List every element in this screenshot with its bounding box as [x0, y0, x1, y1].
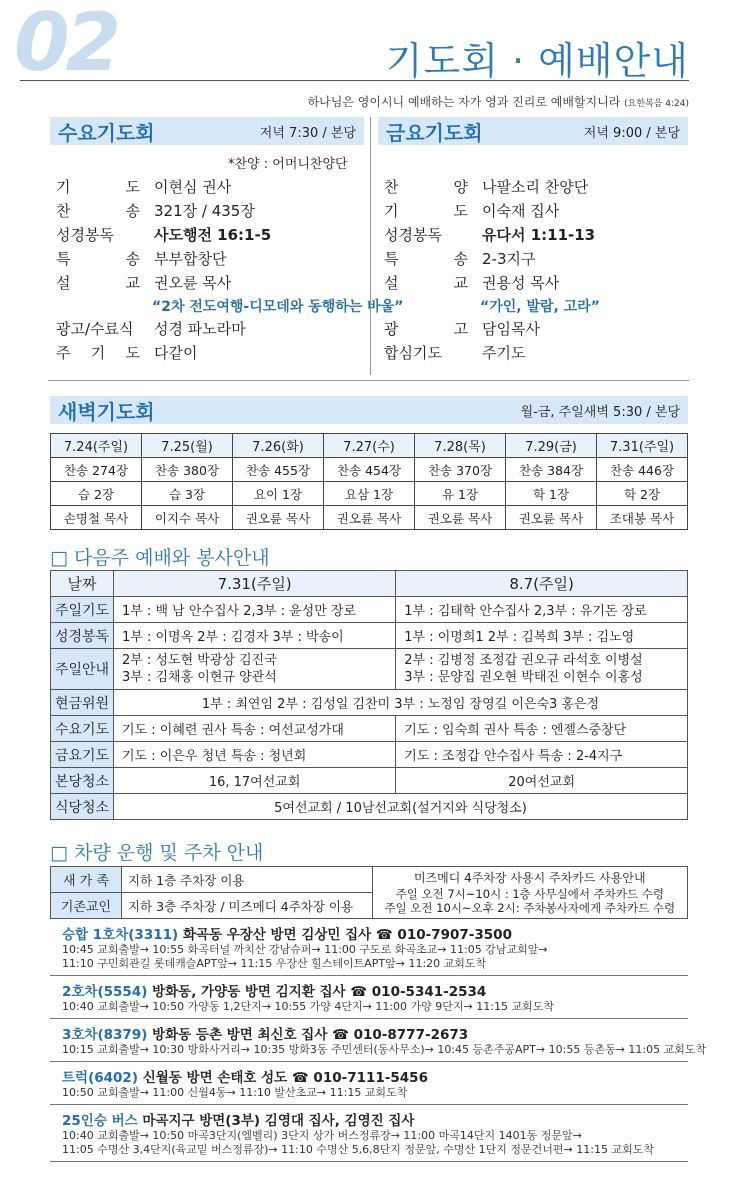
program-value: 부부합창단 [154, 250, 227, 268]
route-item [50, 976, 688, 1019]
dawn-cell: 찬송 384장 [506, 458, 597, 482]
row-label: 주일기도 [51, 597, 114, 623]
title-divider [20, 80, 689, 81]
row-label: 금요기도 [51, 742, 114, 768]
program-label [384, 317, 468, 341]
table-row [51, 768, 688, 794]
program-label [56, 175, 140, 199]
table-row [51, 623, 688, 649]
page-number: 02 [14, 0, 118, 89]
row-label: 새 가 족 [51, 867, 122, 893]
dawn-schedule-table [50, 433, 688, 530]
label-char: 도 [125, 344, 140, 362]
cell: 기도 : 이혜련 권사 특송 : 여선교성가대 [114, 716, 396, 742]
row-label: 식당청소 [51, 794, 114, 820]
label-char: 성경봉독 [56, 226, 114, 244]
route-stops: 10:40 교회출발→ 10:50 가양동 1,2단지→ 10:55 가양 4단지→ 11:00 가양 9단지→ 11:15 교회도착 [62, 1000, 554, 1013]
vehicle-routes [50, 919, 707, 1162]
program-label [56, 341, 140, 365]
label-char: 기 [90, 344, 106, 362]
route-stops: 11:05 수명산 3,4단지(육교밑 버스정류장)→ 11:10 수명산 5,6,8단지 정문앞, 수명산 1단지 정문건너편→ 11:15 교회도착 [62, 1143, 654, 1156]
label-char: 합심기도 [384, 344, 442, 362]
cell: 16, 17여선교회 [114, 768, 396, 794]
label-char: 설 [56, 274, 71, 292]
label-char: 고 [453, 320, 468, 338]
program-row [384, 199, 600, 223]
dawn-title: 새벽기도회 [58, 399, 155, 424]
table-row [51, 649, 688, 690]
date-1: 7.31(주일) [114, 571, 396, 597]
dawn-cell: 7.24(주일) [51, 434, 142, 458]
service-table [50, 570, 688, 820]
dawn-time: 월-금, 주일새벽 5:30 / 본당 [520, 404, 680, 420]
row-label: 주일안내 [51, 649, 114, 690]
table-row [51, 716, 688, 742]
wednesday-time: 저녁 7:30 / 본당 [259, 125, 356, 141]
label-char: 주 [56, 344, 71, 362]
program-row [56, 175, 403, 199]
dawn-cell: 7.27(수) [324, 434, 415, 458]
cell: 1부 : 이명옥 2부 : 김경자 3부 : 박송이 [114, 623, 396, 649]
cell-line: 2부 : 김병정 조정갑 권오규 라석호 이병설 [404, 653, 643, 668]
dawn-cell: 찬송 455장 [233, 458, 324, 482]
friday-title: 금요기도회 [386, 120, 483, 145]
cell: 1부 : 백 남 안수집사 2,3부 : 윤성만 장로 [114, 597, 396, 623]
hymn-note: *찬양 : 어머니찬양단 [228, 157, 348, 172]
route-contact: 김상민 집사 ☎ 010-7907-3500 [301, 927, 512, 943]
label-char: 도 [125, 178, 140, 196]
program-row [384, 247, 600, 271]
route-header [62, 980, 678, 1000]
label-char: 광 [384, 320, 399, 338]
section-divider [48, 380, 689, 381]
cell: 지하 3층 주차장 / 미즈메디 4주차장 이용 [122, 893, 373, 919]
row-label: 현금위원 [51, 690, 114, 716]
cell: 5여선교회 / 10남선교회(설거지와 식당청소) [114, 794, 688, 820]
wednesday-title: 수요기도회 [58, 120, 155, 145]
table-row [51, 794, 688, 820]
cell: 지하 1층 주차장 이용 [122, 867, 373, 893]
program-row [384, 175, 600, 199]
dawn-cell: 학 1장 [506, 482, 597, 506]
dawn-cell: 찬송 380장 [142, 458, 233, 482]
dawn-cell: 찬송 454장 [324, 458, 415, 482]
page-edge [0, 0, 4, 1190]
table-row [51, 690, 688, 716]
service-table-header [51, 571, 688, 597]
date-2: 8.7(주일) [396, 571, 688, 597]
label-char: 찬 [56, 202, 71, 220]
cell: 기도 : 임숙희 권사 특송 : 엔젤스중창단 [396, 716, 688, 742]
dawn-cell: 찬송 274장 [51, 458, 142, 482]
dawn-cell: 요삼 1장 [324, 482, 415, 506]
bus-name: 트럭(6402) [62, 1070, 138, 1086]
dawn-cell: 권오륜 목사 [324, 506, 415, 530]
program-row [56, 199, 403, 223]
dawn-cell: 7.31(주일) [597, 434, 688, 458]
program-value: 이숙재 집사 [482, 202, 560, 220]
label-char: 성경봉독 [384, 226, 442, 244]
program-label [384, 271, 468, 295]
program-value: 이현심 권사 [154, 178, 232, 196]
program-value: 성경 파노라마 [154, 320, 246, 338]
route-contact: 손태호 성도 ☎ 010-7111-5456 [217, 1070, 428, 1086]
bus-name: 2호차(5554) [62, 984, 148, 1000]
dawn-preachers-row [51, 506, 688, 530]
route-header [62, 1109, 678, 1129]
dawn-dates-row [51, 434, 688, 458]
route-item [50, 919, 688, 976]
program-row [56, 317, 403, 341]
label-char: 송 [453, 250, 468, 268]
verse-reference: (요한복음 4:24) [624, 99, 689, 109]
vehicle-heading: □ 차량 운행 및 주차 안내 [50, 842, 264, 864]
label-char: 기 [56, 178, 71, 196]
sermon-title: “가인, 발람, 고라” [480, 299, 600, 315]
program-value: 권용성 목사 [482, 274, 560, 292]
dawn-hymns-row [51, 458, 688, 482]
cell: 1부 : 이명희1 2부 : 김복희 3부 : 김노영 [396, 623, 688, 649]
cell [396, 649, 688, 690]
dawn-cell: 7.29(금) [506, 434, 597, 458]
wednesday-header [50, 117, 364, 145]
label-char: 교 [453, 274, 468, 292]
parking-note-line: 주일 오전 7시~10시 : 1층 사무실에서 주차카드 수령 [395, 886, 664, 901]
label-char: 찬 [384, 178, 399, 196]
cell: 1부 : 최연임 2부 : 김성일 김찬미 3부 : 노정임 장영길 이은숙3 홍은정 [114, 690, 688, 716]
route-contact: 김지환 집사 ☎ 010-5341-2534 [275, 984, 487, 1000]
program-label [384, 247, 468, 271]
program-row [56, 341, 403, 365]
route-stops: 10:15 교회출발→ 10:30 방화사거리→ 10:35 방화3동 주민센터(동사무소)→ 10:45 등촌주공APT→ 10:55 등촌동→ 11:05 교회도착 [62, 1043, 707, 1056]
label-char: 도 [453, 202, 468, 220]
route-header [62, 1023, 678, 1043]
route-area: 방화동 등촌 방면 [152, 1027, 253, 1043]
program-value: 권오륜 목사 [154, 274, 232, 292]
program-value: 다같이 [154, 344, 198, 362]
program-value: 유다서 1:11-13 [482, 226, 596, 244]
date-label: 날짜 [51, 571, 114, 597]
dawn-cell: 요이 1장 [233, 482, 324, 506]
dawn-cell: 권오륜 목사 [233, 506, 324, 530]
route-stops: 10:40 교회출발→ 10:50 마곡3단지(엠벨리) 3단지 상가 버스정류장→ 11:00 마곡14단지 1401동 정문앞→ [62, 1129, 582, 1142]
row-label: 본당청소 [51, 768, 114, 794]
program-value: 2-3지구 [482, 250, 536, 268]
cell [114, 649, 396, 690]
program-row [56, 247, 403, 271]
table-row [51, 597, 688, 623]
row-label: 수요기도 [51, 716, 114, 742]
column-divider [370, 117, 371, 375]
parking-table [50, 866, 688, 919]
wednesday-program [56, 175, 403, 365]
row-label: 기존교인 [51, 893, 122, 919]
cell: 기도 : 조정갑 안수집사 특송 : 2-4지구 [396, 742, 688, 768]
route-item [50, 1062, 688, 1105]
dawn-cell: 찬송 446장 [597, 458, 688, 482]
program-row [384, 271, 600, 295]
bus-name: 25인승 버스 [62, 1113, 138, 1129]
dawn-cell: 권오륜 목사 [506, 506, 597, 530]
parking-note [372, 867, 687, 919]
label-char: 광고/수료식 [56, 320, 134, 338]
bus-name: 3호차(8379) [62, 1027, 148, 1043]
dawn-cell: 조대봉 목사 [597, 506, 688, 530]
program-row [56, 271, 403, 295]
program-row [56, 223, 403, 247]
cell-line: 3부 : 문양집 권오현 박태진 이현수 이홍성 [404, 670, 643, 685]
route-item [50, 1019, 707, 1062]
dawn-header [50, 396, 688, 424]
label-char: 기 [384, 202, 399, 220]
dawn-cell: 손명철 목사 [51, 506, 142, 530]
table-row [51, 742, 688, 768]
cell-line: 2부 : 성도현 박광상 김진국 [122, 653, 277, 668]
route-stops: 10:45 교회출발→ 10:55 화곡터널 까치산 강남슈퍼→ 11:00 구도로 화곡초교→ 11:05 강남교회앞→ [62, 943, 548, 956]
program-row [384, 317, 600, 341]
cell: 기도 : 이은우 청년 특송 : 청년회 [114, 742, 396, 768]
program-row [384, 341, 600, 365]
table-row [51, 867, 688, 893]
dawn-cell: 습 3장 [142, 482, 233, 506]
program-row [384, 223, 600, 247]
program-label [384, 199, 468, 223]
program-label [384, 175, 468, 199]
route-area: 화곡동 우장산 방면 [182, 927, 297, 943]
program-label [56, 199, 140, 223]
program-value: 사도행전 16:1-5 [154, 226, 272, 244]
bible-verse [308, 93, 689, 110]
label-char: 설 [384, 274, 399, 292]
dawn-cell: 7.25(월) [142, 434, 233, 458]
sermon-title: “2차 전도여행-디모데와 동행하는 바울” [152, 299, 404, 315]
label-char: 송 [125, 250, 140, 268]
program-label [56, 247, 140, 271]
cell: 1부 : 김태학 안수집사 2,3부 : 유기돈 장로 [396, 597, 688, 623]
friday-program [384, 175, 600, 365]
cell-line: 3부 : 김채홍 이현규 양관석 [122, 670, 277, 685]
dawn-cell: 권오륜 목사 [415, 506, 506, 530]
dawn-cell: 습 2장 [51, 482, 142, 506]
route-stops: 10:50 교회출발→ 11:00 신월4동→ 11:10 발산초교→ 11:15 교회도착 [62, 1086, 408, 1099]
route-contact: 최신호 집사 ☎ 010-8777-2673 [257, 1027, 469, 1043]
route-area: 방화동, 가양동 방면 [152, 984, 271, 1000]
next-week-heading: □ 다음주 예배와 봉사안내 [50, 547, 270, 569]
label-char: 특 [56, 250, 71, 268]
row-label: 성경봉독 [51, 623, 114, 649]
dawn-cell: 이지수 목사 [142, 506, 233, 530]
label-char: 교 [125, 274, 140, 292]
program-label [384, 341, 468, 365]
dawn-cell: 유 1장 [415, 482, 506, 506]
label-char: 송 [125, 202, 140, 220]
page-title: 기도회 · 예배안내 [385, 39, 689, 83]
bus-name: 승합 1호차(3311) [62, 927, 179, 943]
dawn-cell: 7.26(화) [233, 434, 324, 458]
dawn-cell: 찬송 370장 [415, 458, 506, 482]
route-area: 마곡지구 방면(3부) [142, 1113, 261, 1129]
label-char: 특 [384, 250, 399, 268]
dawn-cell: 7.28(목) [415, 434, 506, 458]
friday-header [378, 117, 688, 145]
route-header [62, 1066, 678, 1086]
program-value: 321장 / 435장 [154, 202, 255, 220]
parking-note-title: 미즈메디 4주차장 사용시 주차카드 사용안내 [414, 870, 646, 885]
route-contact: 김영대 집사, 김영진 집사 [264, 1113, 415, 1129]
program-label [56, 271, 140, 295]
program-label [384, 223, 468, 247]
program-value: 주기도 [482, 344, 526, 362]
route-stops: 11:10 구민회관길 롯데캐슬APT앞→ 11:15 우장산 힐스테이트APT앞→ 11:20 교회도착 [62, 957, 487, 970]
program-value: 나팔소리 찬양단 [482, 178, 589, 196]
cell: 20여선교회 [396, 768, 688, 794]
route-item [50, 1105, 688, 1162]
dawn-cell: 학 2장 [597, 482, 688, 506]
route-area: 신월동 방면 [142, 1070, 213, 1086]
label-char: 양 [453, 178, 468, 196]
parking-note-line: 주일 오전 10시~오후 2시: 주차봉사자에게 주차카드 수령 [384, 900, 676, 915]
program-label [56, 317, 140, 341]
program-label [56, 223, 140, 247]
dawn-passages-row [51, 482, 688, 506]
route-header [62, 923, 678, 943]
friday-time: 저녁 9:00 / 본당 [583, 125, 680, 141]
program-value: 담임목사 [482, 320, 540, 338]
verse-text: 하나님은 영이시니 예배하는 자가 영과 진리로 예배할지니라 [307, 95, 621, 109]
